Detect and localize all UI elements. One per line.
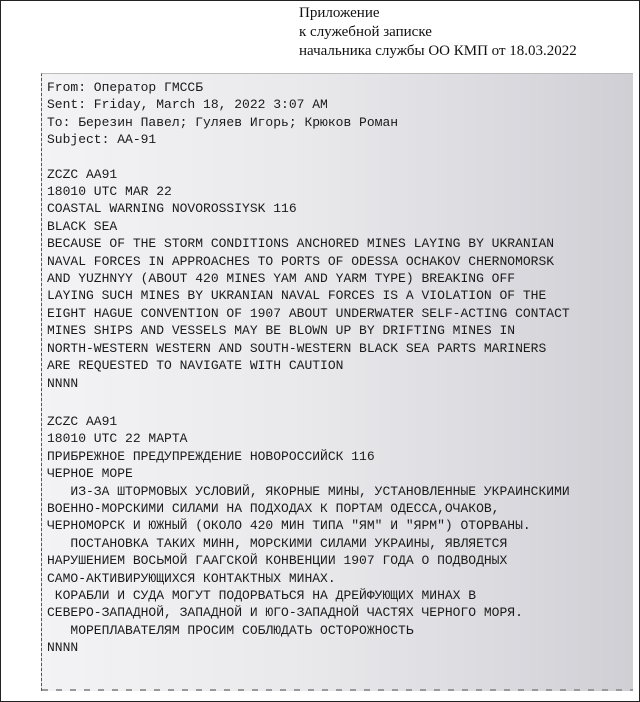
warning-line: MINES SHIPS AND VESSELS MAY BE BLOWN UP BY DRIFTING MINES IN — [47, 323, 516, 339]
warning-line: САМО-АКТИВИРУЮЩИХСЯ КОНТАКТНЫХ МИНАХ. — [47, 570, 336, 586]
warning-line: ВОЕННО-МОРСКИМИ СИЛАМИ НА ПОДХОДАХ К ПОРТАМ ОДЕССА,ОЧАКОВ, — [47, 500, 500, 516]
warning-line: LAYING SUCH MINES BY UKRANIAN NAVAL FORCES IS A VIOLATION OF THE — [47, 288, 547, 304]
warning-end-marker: NNNN — [47, 375, 79, 391]
annex-line-2: к служебной записке — [299, 24, 432, 40]
annex-line-3: начальника службы ОО КМП от 18.03.2022 — [299, 43, 577, 59]
warning-line: AND YUZHNYY (ABOUT 420 MINES YAM AND YARM TYPE) BREAKING OFF — [47, 271, 516, 287]
warning-line: BECAUSE OF THE STORM CONDITIONS ANCHORED MINES LAYING BY UKRANIAN — [47, 236, 555, 252]
printout-content — [47, 79, 631, 657]
warning-line: 18010 UTC 22 МАРТА — [47, 431, 188, 447]
annex-line-1: Приложение — [299, 5, 380, 21]
email-sent: Sent: Friday, March 18, 2022 3:07 AM — [47, 97, 328, 113]
russian-warning — [47, 413, 631, 657]
warning-line: КОРАБЛИ И СУДА МОГУТ ПОДОРВАТЬСЯ НА ДРЕЙФУЮЩИХ МИНАХ В — [47, 587, 477, 603]
warning-line: BLACK SEA — [47, 218, 118, 234]
warning-line: ZCZC AA91 — [47, 166, 118, 182]
email-from: From: Оператор ГМССБ — [47, 80, 204, 95]
warning-line: 18010 UTC MAR 22 — [47, 184, 172, 200]
warning-end-marker: NNNN — [47, 640, 79, 656]
warning-line: ИЗ-ЗА ШТОРМОВЫХ УСЛОВИЙ, ЯКОРНЫЕ МИНЫ, УСТАНОВЛЕННЫЕ УКРАИНСКИМИ — [47, 483, 570, 499]
warning-line: COASTAL WARNING NOVOROSSIYSK 116 — [47, 201, 297, 217]
warning-line: EIGHT HAGUE CONVENTION OF 1907 ABOUT UNDERWATER SELF-ACTING CONTACT — [47, 305, 570, 321]
warning-line: ЧЕРНОЕ МОРЕ — [47, 466, 133, 482]
english-warning — [47, 166, 631, 392]
warning-line: ZCZC AA91 — [47, 413, 118, 429]
warning-line: ARE REQUESTED TO NAVIGATE WITH CAUTION — [47, 358, 344, 374]
warning-line: ЧЕРНОМОРСК И ЮЖНЫЙ (ОКОЛО 420 МИН ТИПА "ЯМ" И "ЯРМ") ОТОРВАНЫ. — [47, 518, 531, 534]
warning-line: ПОСТАНОВКА ТАКИХ МИНН, МОРСКИМИ СИЛАМИ УКРАИНЫ, ЯВЛЯЕТСЯ — [47, 535, 508, 551]
email-subject: Subject: AA-91 — [47, 132, 157, 148]
warning-line: МОРЕПЛАВАТЕЛЯМ ПРОСИМ СОБЛЮДАТЬ ОСТОРОЖНОСТЬ — [47, 622, 414, 638]
warning-line: NORTH-WESTERN WESTERN AND SOUTH-WESTERN BLACK SEA PARTS MARINERS — [47, 340, 547, 356]
warning-line: НАРУШЕНИЕМ ВОСЬМОЙ ГААГСКОЙ КОНВЕНЦИИ 1907 ГОДА О ПОДВОДНЫХ — [47, 553, 508, 569]
annex-heading — [299, 4, 577, 61]
warning-line: NAVAL FORCES IN APPROACHES TO PORTS OF ODESSA OCHAKOV CHERNOMORSK — [47, 253, 555, 269]
warning-line: СЕВЕРО-ЗАПАДНОЙ, ЗАПАДНОЙ И ЮГО-ЗАПАДНОЙ ЧАСТЯХ ЧЕРНОГО МОРЯ. — [47, 605, 523, 621]
warning-line: ПРИБРЕЖНОЕ ПРЕДУПРЕЖДЕНИЕ НОВОРОССИЙСК 116 — [47, 448, 375, 464]
email-to: To: Березин Павел; Гуляев Игорь; Крюков Роман — [47, 114, 399, 130]
email-header — [47, 79, 631, 149]
